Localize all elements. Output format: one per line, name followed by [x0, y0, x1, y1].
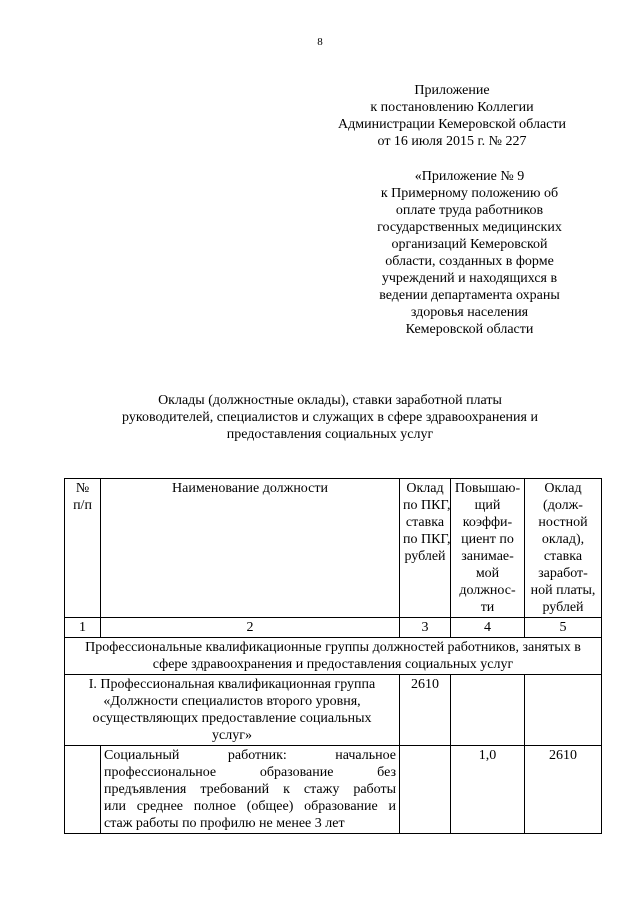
annex-9-header	[362, 168, 577, 338]
column-number: 3	[400, 618, 451, 638]
title-line: предоставления социальных услуг	[226, 427, 434, 442]
annex-line: области, созданных в форме	[385, 254, 554, 269]
document-title	[40, 392, 620, 443]
section-title: Профессиональные квалификационные группы должностей работников, занятых в сфере здравоохранения и предоставления социальных услуг	[65, 638, 602, 675]
position-coefficient: 1,0	[451, 746, 525, 834]
header-position-name: Наименование должности	[101, 479, 400, 618]
group-salary: 2610	[400, 675, 451, 746]
empty-cell	[65, 746, 101, 834]
annex-line: к Примерному положению об	[380, 186, 559, 201]
position-salary: 2610	[525, 746, 602, 834]
column-number: 5	[525, 618, 602, 638]
header-num: № п/п	[65, 479, 101, 618]
table-row	[65, 746, 602, 834]
annex-line: учреждений и находящихся в	[381, 271, 558, 286]
header-salary-pkg: Оклад по ПКГ, ставка по ПКГ, рублей	[400, 479, 451, 618]
table-row	[65, 675, 602, 746]
title-line: Оклады (должностные оклады), ставки заработной платы	[158, 393, 502, 408]
annex-line: от 16 июля 2015 г. № 227	[377, 134, 527, 149]
annex-line: «Приложение № 9	[414, 169, 525, 184]
empty-cell	[400, 746, 451, 834]
position-description: Социальный работник: начальное профессиональное образование без предъявления требований к стажу работы или среднее полное (общее) образование и стаж работы по профилю не менее 3 лет	[101, 746, 400, 834]
empty-cell	[525, 675, 602, 746]
header-salary-final: Оклад (долж- ностной оклад), ставка заработ- ной платы, рублей	[525, 479, 602, 618]
qualification-group-name: I. Профессиональная квалификационная группа «Должности специалистов второго уровня, осуществляющих предоставление социальных услуг»	[65, 675, 400, 746]
annex-line: Приложение	[414, 83, 490, 98]
header-coefficient: Повышаю- щий коэффи- циент по занимае- мой должнос- ти	[451, 479, 525, 618]
annex-line: к постановлению Коллегии	[370, 100, 534, 115]
salary-table	[64, 478, 602, 834]
annex-line: оплате труда работников	[395, 203, 544, 218]
annex-line: государственных медицинских	[377, 220, 562, 235]
annex-line: организаций Кемеровской	[391, 237, 548, 252]
section-title-row	[65, 638, 602, 675]
page-number: 8	[317, 36, 323, 48]
annex-line: Администрации Кемеровской области	[338, 117, 566, 132]
column-number: 1	[65, 618, 101, 638]
table-header-row	[65, 479, 602, 618]
column-number-row	[65, 618, 602, 638]
annex-line: Кемеровской области	[405, 322, 534, 337]
annex-header	[322, 82, 582, 150]
empty-cell	[451, 675, 525, 746]
annex-line: здоровья населения	[410, 305, 529, 320]
column-number: 2	[101, 618, 400, 638]
column-number: 4	[451, 618, 525, 638]
title-line: руководителей, специалистов и служащих в сфере здравоохранения и	[122, 410, 538, 425]
annex-line: ведении департамента охраны	[379, 288, 560, 303]
